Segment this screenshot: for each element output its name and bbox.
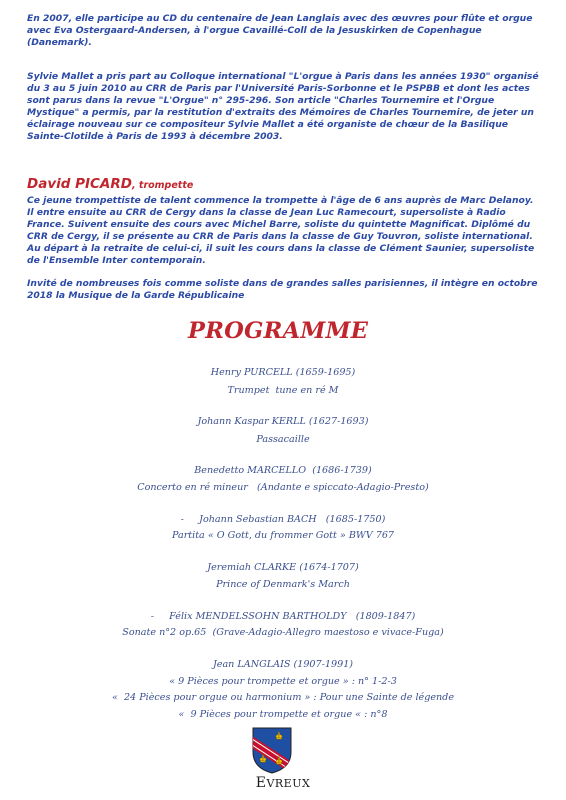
- programme-work: « 24 Pièces pour orgue ou harmonium » : Pour une Sainte de légende: [111, 692, 455, 703]
- city-name: [0, 775, 566, 791]
- programme-composer: Jean LANGLAIS (1907-1991): [212, 659, 354, 670]
- programme-work: « 9 Pièces pour trompette et orgue « : n°8: [178, 709, 388, 720]
- programme-composer: Jeremiah CLARKE (1674-1707): [207, 562, 359, 573]
- programme-composer: Henry PURCELL (1659-1695): [210, 367, 356, 378]
- programme-work: Concerto en ré mineur (Andante e spiccato-Adagio-Presto): [137, 482, 429, 493]
- city-rest: VREUX: [266, 777, 311, 790]
- programme-work: Passacaille: [256, 434, 310, 445]
- programme-work: Prince of Denmark's March: [216, 579, 350, 590]
- programme-work: Sonate n°2 op.65 (Grave-Adagio-Allegro maestoso e vivace-Fuga): [122, 627, 444, 638]
- bio-picard-paragraph-1: Ce jeune trompettiste de talent commence la trompette à l'âge de 6 ans auprès de Marc Delanoy. Il entre ensuite au CRR de Cergy dans la classe de Jean Luc Ramecourt, supersoliste à Radio France. Suivent ensuite des cours avec Michel Barre, soliste du quintette Magnificat. Diplômé du CRR de Cergy, il se présente au CRR de Paris dans la classe de Guy Touvron, soliste international. Au départ à la retraite de celui-ci, il suit les cours dans la classe de Clément Saunier, supersoliste de l'Ensemble Inter contemporain.: [27, 195, 535, 266]
- performer-role: , trompette: [131, 180, 194, 191]
- performer-name: David PICARD: [27, 176, 132, 192]
- programme-composer: - Johann Sebastian BACH (1685-1750): [180, 514, 386, 525]
- bio-mallet-paragraph-1: En 2007, elle participe au CD du centenaire de Jean Langlais avec des œuvres pour flûte et orgue avec Eva Ostergaard-Andersen, à l'orgue Cavaillé-Coll de la Jesuskirken de Copenhague (Danemark).: [27, 13, 533, 48]
- programme-work: Partita « O Gott, du frommer Gott » BWV 767: [171, 530, 395, 541]
- programme-composer: Johann Kaspar KERLL (1627-1693): [197, 416, 369, 427]
- programme-composer: Benedetto MARCELLO (1686-1739): [194, 465, 372, 476]
- programme-work: « 9 Pièces pour trompette et orgue » : n° 1-2-3: [169, 676, 397, 687]
- city-initial: E: [255, 775, 267, 791]
- programme-title: PROGRAMME: [188, 318, 369, 344]
- performer-heading: [27, 173, 193, 192]
- bio-mallet-paragraph-2: Sylvie Mallet a pris part au Colloque international "L'orgue à Paris dans les années 1930" organisé du 3 au 5 juin 2010 au CRR de Paris par l'Université Paris-Sorbonne et le PSPBB et dont les actes sont parus dans la revue "L'Orgue" n° 295-296. Son article "Charles Tournemire et l'Orgue Mystique" a permis, par la restitution d'extraits des Mémoires de Charles Tournemire, de jeter un éclairage nouveau sur ce compositeur Sylvie Mallet a été organiste de chœur de la Basilique Sainte-Clotilde à Paris de 1993 à décembre 2003.: [27, 71, 539, 142]
- evreux-coat-of-arms-icon: [251, 726, 293, 774]
- programme-composer: - Félix MENDELSSOHN BARTHOLDY (1809-1847): [150, 611, 416, 622]
- programme-work: Trumpet tune en ré M: [227, 385, 339, 396]
- bio-picard-paragraph-2: Invité de nombreuses fois comme soliste dans de grandes salles parisiennes, il intègre en octobre 2018 la Musique de la Garde Républicaine: [27, 278, 538, 301]
